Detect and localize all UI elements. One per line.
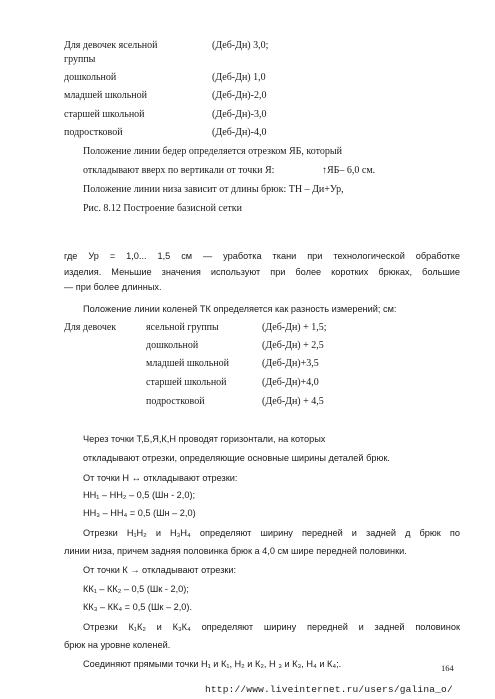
body-line: Соединяют прямыми точки Н₁ и К₁, Н₂ и К₂, Н ₃ и К₃, Н₄ и К₄;. (83, 659, 342, 669)
block2-row-formula: (Деб-Дн) + 1,5; (262, 322, 327, 333)
page-number: 164 (441, 663, 454, 673)
body-line: НН₃ – НН₄ = 0,5 (Шн – 2,0) (83, 508, 196, 518)
block2-row-label: подростковой (146, 396, 205, 407)
block1-row-label: подростковой (64, 127, 123, 138)
body-line: откладывают отрезки, определяющие основные ширины деталей брюк. (83, 453, 390, 463)
paragraph-line: ↑ЯБ– 6,0 см. (322, 165, 376, 176)
paragraph-line: Положение линии коленей ТК определяется как разность измерений; см: (83, 304, 397, 314)
block2-row-label: старшей школьной (146, 377, 227, 388)
paragraph-line: — при более длинных. (64, 282, 162, 292)
block2-row-formula: (Деб-Дн) + 2,5 (262, 340, 324, 351)
body-line: линии низа, причем задняя половинка брюк а 4,0 см шире передней половинки. (64, 546, 407, 556)
block1-row-formula: (Деб-Дн) 1,0 (212, 72, 266, 83)
figure-caption: Рис. 8.12 Построение базисной сетки (83, 203, 243, 214)
block1-row-formula: (Деб-Дн)-3,0 (212, 109, 267, 120)
block2-row-formula: (Деб-Дн)+3,5 (262, 358, 319, 369)
paragraph-line: откладывают вверх по вертикали от точки Я: (83, 165, 275, 176)
body-line: От точки К → откладывают отрезки: (83, 565, 237, 575)
block2-row-label: ясельной группы (146, 322, 219, 333)
body-line: Отрезки Н₁Н₂ и Н₃Н₄ определяют ширину передней и задней д брюк по (83, 528, 460, 538)
body-line: КК₁ – КК₂ – 0,5 (Шк - 2,0); (83, 584, 189, 594)
body-line: КК₃ – КК₄ = 0,5 (Шк – 2,0). (83, 602, 193, 612)
block2-row-formula: (Деб-Дн)+4,0 (262, 377, 319, 388)
block2-row-label: дошкольной (146, 340, 199, 351)
body-line: Отрезки К₁К₂ и К₃К₄ определяют ширину передней и задней половинок (83, 622, 460, 632)
paragraph-line: где Ур = 1,0... 1,5 см — уработка ткани при технологической обработке (64, 251, 460, 261)
block2-row-formula: (Деб-Дн) + 4,5 (262, 396, 324, 407)
body-line: От точки Н ↔ откладывают отрезки: (83, 473, 238, 483)
block2-row-label: младшей школьной (146, 358, 230, 369)
block1-row-label: дошкольной (64, 72, 117, 83)
block2-lead: Для девочек (64, 322, 117, 333)
body-line: НН₁ – НН₂ – 0,5 (Шн - 2,0); (83, 490, 196, 500)
paragraph-line: Положение линии бедер определяется отрезком ЯБ, который (83, 146, 342, 157)
watermark-url: http://www.liveinternet.ru/users/galina_o/ (205, 684, 453, 695)
block1-row-label: группы (64, 54, 96, 65)
body-line: брюк на уровне коленей. (64, 640, 171, 650)
block1-row-formula: (Деб-Дн) 3,0; (212, 40, 269, 51)
block1-row-label: старшей школьной (64, 109, 145, 120)
block1-row-label: младшей школьной (64, 90, 148, 101)
body-line: Через точки Т,Б,Я,К,Н проводят горизонтали, на которых (83, 434, 326, 444)
block1-row-formula: (Деб-Дн)-4,0 (212, 127, 267, 138)
block1-row-label: Для девочек ясельной (64, 40, 158, 51)
block1-row-formula: (Деб-Дн)-2,0 (212, 90, 267, 101)
paragraph-line: изделия. Меньшие значения используют при более коротких брюках, большие (64, 267, 460, 277)
paragraph-line: Положение линии низа зависит от длины брюк: ТН – Ди+Ур, (83, 184, 344, 195)
